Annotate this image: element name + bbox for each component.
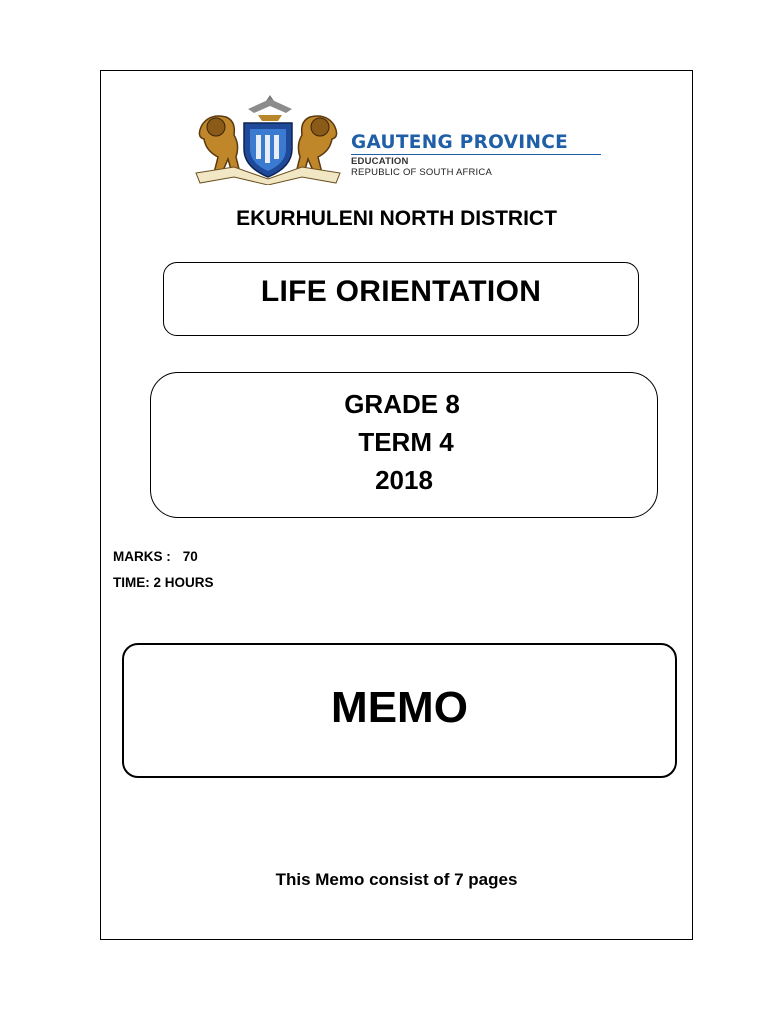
grade-label: GRADE 8 [344, 389, 460, 419]
brand-underline [351, 154, 601, 155]
coat-of-arms-icon [188, 95, 348, 185]
brand-block [351, 133, 601, 178]
marks-value: 70 [182, 549, 198, 564]
time-line [113, 575, 214, 590]
country-label: REPUBLIC OF SOUTH AFRICA [351, 167, 492, 178]
department-label: EDUCATION [351, 156, 409, 167]
time-value: 2 HOURS [153, 575, 214, 590]
time-label: TIME: [113, 575, 150, 590]
page-count-note: This Memo consist of 7 pages [275, 870, 518, 889]
year-label: 2018 [375, 465, 433, 495]
memo-box [122, 643, 677, 778]
term-label: TERM 4 [358, 427, 454, 457]
marks-label: MARKS : [113, 549, 171, 564]
memo-title: MEMO [331, 683, 468, 732]
gauteng-logo [188, 95, 608, 185]
marks-line [113, 549, 198, 564]
grade-info [151, 385, 657, 499]
subject-title: LIFE ORIENTATION [260, 275, 542, 308]
grade-box [150, 372, 658, 518]
province-title: GAUTENG PROVINCE [351, 132, 569, 153]
district-heading: EKURHULENI NORTH DISTRICT [236, 207, 557, 230]
subject-box [163, 262, 639, 336]
